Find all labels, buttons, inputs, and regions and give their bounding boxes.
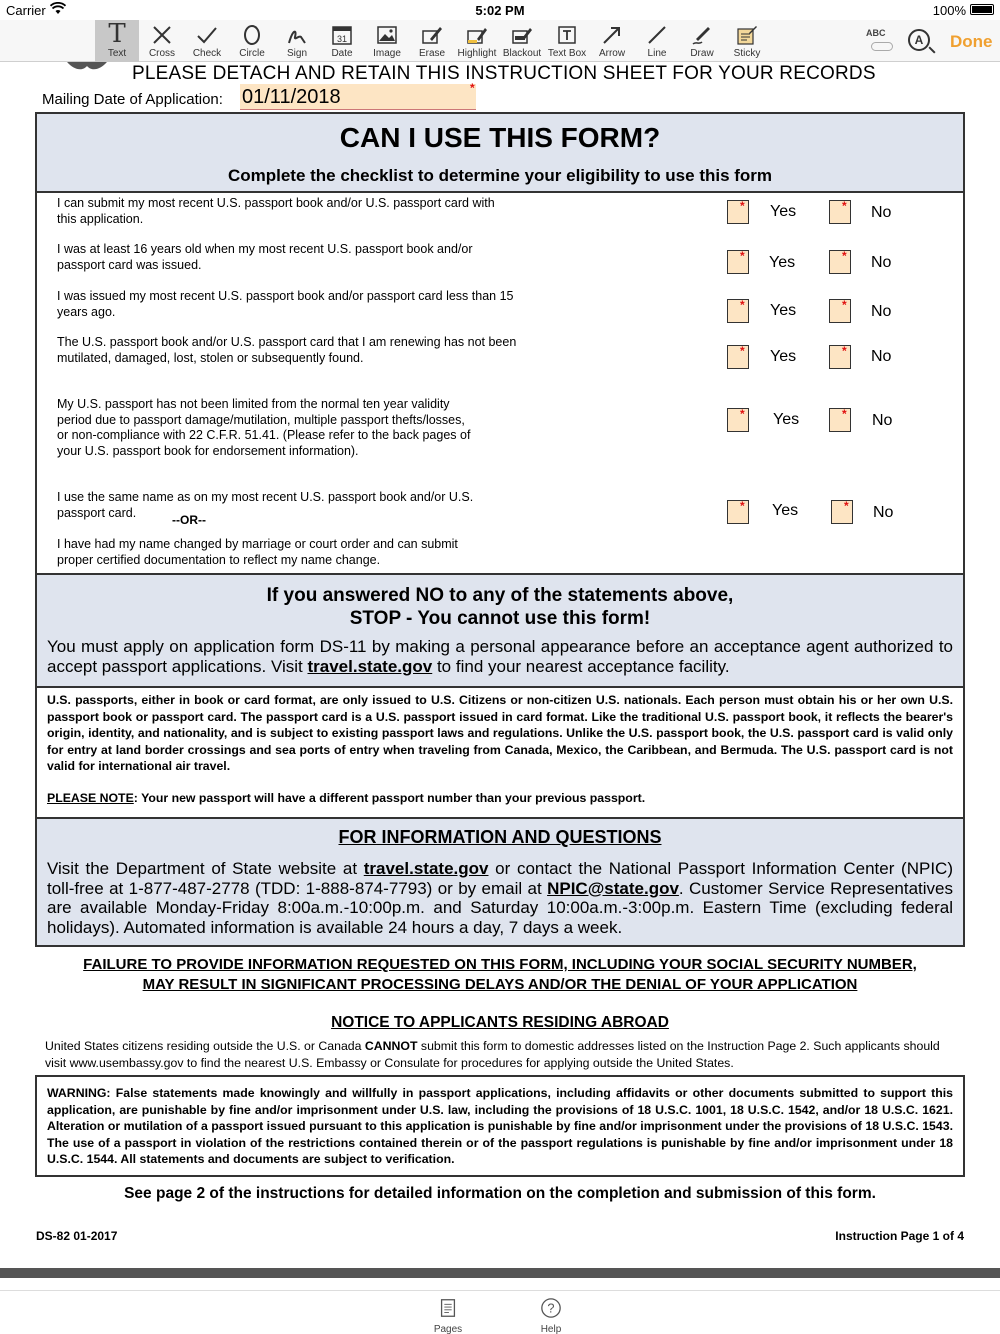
eligibility-subtitle: Complete the checklist to determine your eligibility to use this form xyxy=(227,166,773,185)
tool-check[interactable]: Check xyxy=(185,20,229,62)
svg-text:?: ? xyxy=(547,1300,555,1316)
sign-icon xyxy=(275,20,319,48)
no-checkbox[interactable]: * xyxy=(831,500,853,524)
bottom-tab-bar xyxy=(0,1290,1000,1334)
no-checkbox[interactable]: * xyxy=(829,345,851,369)
draw-icon xyxy=(680,20,724,48)
yes-checkbox[interactable]: * xyxy=(727,299,749,323)
tool-arrow[interactable]: Arrow xyxy=(590,20,634,62)
checklist-question: I was at least 16 years old when my most recent U.S. passport book and/or passport card was issued. xyxy=(57,242,473,272)
text-box-icon xyxy=(545,20,589,48)
or-separator: --OR-- xyxy=(172,513,206,527)
text-icon: T xyxy=(108,19,126,49)
checklist-question: I can submit my most recent U.S. passport book and/or U.S. passport card with this application. xyxy=(57,196,495,226)
yes-checkbox[interactable]: * xyxy=(727,500,749,524)
checklist-question: My U.S. passport has not been limited from the normal ten year validity period due to passport damage/mutilation, multiple passport thefts/losses, or non-compliance with 22 C.F.R. 51.41. (Please refer to the back pages of your U.S. passport book for endorsement information). xyxy=(57,397,471,458)
eligibility-box xyxy=(35,112,965,947)
mailing-date-field[interactable]: 01/11/2018 xyxy=(240,84,476,110)
yes-label: Yes xyxy=(770,302,797,319)
spellcheck-toggle[interactable] xyxy=(871,42,893,51)
check-icon xyxy=(185,20,229,48)
tool-text[interactable]: T Text xyxy=(95,20,139,62)
cross-icon xyxy=(140,20,184,48)
battery-icon xyxy=(970,4,994,15)
clock: 5:02 PM xyxy=(475,3,525,18)
document-page xyxy=(0,62,1000,1268)
yes-checkbox[interactable]: * xyxy=(727,408,749,432)
status-bar xyxy=(0,0,1000,20)
see-page-note: See page 2 of the instructions for detailed information on the completion and submission of this form. xyxy=(124,1185,876,1202)
info-questions-title: FOR INFORMATION AND QUESTIONS xyxy=(338,827,662,847)
tool-erase[interactable]: Erase xyxy=(410,20,454,62)
yes-checkbox[interactable]: * xyxy=(727,200,749,224)
no-label: No xyxy=(872,412,893,429)
tool-draw[interactable]: Draw xyxy=(680,20,724,62)
form-id: DS-82 01-2017 xyxy=(36,1229,118,1243)
yes-label: Yes xyxy=(772,502,799,519)
no-label: No xyxy=(873,504,894,521)
checklist-question: The U.S. passport book and/or U.S. passport card that I am renewing has not been mutilated, damaged, lost, stolen or subsequently found. xyxy=(57,335,517,365)
sticky-icon xyxy=(725,20,769,48)
no-checkbox[interactable]: * xyxy=(829,408,851,432)
mailing-date-label: Mailing Date of Application: xyxy=(42,91,223,108)
checklist-question: I have had my name changed by marriage or court order and can submit proper certified documentation to reflect my name change. xyxy=(57,537,458,567)
seal-icon xyxy=(62,62,112,74)
page-number: Instruction Page 1 of 4 xyxy=(835,1229,964,1243)
travel-state-link[interactable]: travel.state.gov xyxy=(363,859,489,878)
pages-tab[interactable]: Pages xyxy=(423,1297,473,1334)
required-marker: * xyxy=(470,81,475,95)
passport-info-text: U.S. passports, either in book or card format, are only issued to U.S. Citizens or non-citizen U.S. nationals. Each person must obtain his or her own U.S. passport book or passport card. The passport card is a U.S. passport issued in card format. Like the traditional U.S. passport book, it reflects the bearer's origin, identity, and nationality, and is subject to existing passport laws and regulations. Unlike the U.S. passport book, the U.S. passport card is valid only for entry at land border crossings and sea ports of entry when traveling from Canada, Mexico, the Caribbean, and Bermuda. The U.S. passport card is not valid for international air travel. xyxy=(47,693,953,773)
help-tab[interactable]: ? Help xyxy=(526,1297,576,1334)
help-icon xyxy=(540,1297,562,1319)
stop-text: You must apply on application form DS-11 by making a personal appearance before an acceptance agent authorized to accept passport applications. Visit travel.state.gov to find your nearest acceptance facility. xyxy=(47,637,953,676)
pages-icon xyxy=(437,1297,459,1319)
checklist-question: I use the same name as on my most recent U.S. passport book and/or U.S. passport card. xyxy=(57,490,474,520)
blackout-icon xyxy=(500,20,544,48)
yes-label: Yes xyxy=(769,254,796,271)
detach-notice: PLEASE DETACH AND RETAIN THIS INSTRUCTION SHEET FOR YOUR RECORDS xyxy=(132,63,876,84)
date-icon xyxy=(320,20,364,48)
no-checkbox[interactable]: * xyxy=(829,299,851,323)
tool-circle[interactable]: Circle xyxy=(230,20,274,62)
tool-date[interactable]: 31 Date xyxy=(320,20,364,62)
no-label: No xyxy=(871,204,892,221)
yes-label: Yes xyxy=(770,203,797,220)
info-questions-text: Visit the Department of State website at travel.state.gov or contact the National Passport Information Center (NPIC) toll-free at 1-877-487-2778 (TDD: 1-888-874-7793) or by email at NPIC@state.gov. Customer Service Representatives are available Monday-Friday 8:00a.m.-10:00p.m. and Saturday 10:00a.m.-3:00p.m. Eastern Time (excluding federal holidays). Automated information is available 24 hours a day, 7 days a week. xyxy=(47,859,953,937)
notice-abroad-text: United States citizens residing outside the U.S. or Canada CANNOT submit this form to domestic addresses listed on the Instruction Page 2. Such applicants should visit www.usembassy.gov to find the nearest U.S. Embassy or Consulate for procedures for applying outside the United States. xyxy=(45,1039,940,1070)
tool-highlight[interactable]: Highlight xyxy=(455,20,499,62)
carrier-label: Carrier xyxy=(6,3,46,18)
stop-heading-line1: If you answered NO to any of the statements above, xyxy=(266,585,734,606)
svg-text:31: 31 xyxy=(336,34,348,44)
checklist-question: I was issued my most recent U.S. passport book and/or passport card less than 15 years ago. xyxy=(57,289,514,319)
please-note-text: PLEASE NOTE: Your new passport will have a different passport number than your previous passport. xyxy=(47,791,646,805)
line-icon xyxy=(635,20,679,48)
annotation-toolbar xyxy=(0,20,1000,62)
no-label: No xyxy=(871,303,892,320)
tool-sticky[interactable]: Sticky xyxy=(725,20,769,62)
page-divider xyxy=(0,1268,1000,1278)
tool-cross[interactable]: Cross xyxy=(140,20,184,62)
tool-text-box[interactable]: Text Box xyxy=(545,20,589,62)
eligibility-title: CAN I USE THIS FORM? xyxy=(339,122,661,153)
no-label: No xyxy=(871,348,892,365)
info-questions-section xyxy=(37,817,963,945)
stop-heading-line2: STOP - You cannot use this form! xyxy=(349,608,651,629)
npic-email-link[interactable]: NPIC@state.gov xyxy=(547,878,679,898)
no-checkbox[interactable]: * xyxy=(829,250,851,274)
tool-image[interactable]: Image xyxy=(365,20,409,62)
stop-notice xyxy=(37,573,963,688)
no-checkbox[interactable]: * xyxy=(829,200,851,224)
notice-abroad-title: NOTICE TO APPLICANTS RESIDING ABROAD xyxy=(331,1014,669,1031)
tool-blackout[interactable]: Blackout xyxy=(500,20,544,62)
tool-sign[interactable]: Sign xyxy=(275,20,319,62)
arrow-icon xyxy=(590,20,634,48)
spellcheck-label: ABC xyxy=(866,28,886,38)
no-label: No xyxy=(871,254,892,271)
travel-state-link[interactable]: travel.state.gov xyxy=(307,657,433,676)
circle-icon xyxy=(230,20,274,48)
search-text-icon[interactable]: A xyxy=(908,29,930,51)
yes-checkbox[interactable]: * xyxy=(727,345,749,369)
warning-box xyxy=(35,1075,965,1177)
yes-label: Yes xyxy=(770,348,797,365)
battery-percent: 100% xyxy=(932,3,966,18)
done-button[interactable]: Done xyxy=(950,32,993,51)
eligibility-header xyxy=(37,114,963,193)
failure-warning: FAILURE TO PROVIDE INFORMATION REQUESTED ON THIS FORM, INCLUDING YOUR SOCIAL SECURITY NUMBER, MAY RESULT IN SIGNIFICANT PROCESSING DELAYS AND/OR THE DENIAL OF YOUR APPLICATION xyxy=(83,956,917,993)
highlight-icon xyxy=(455,20,499,48)
yes-label: Yes xyxy=(773,411,800,428)
yes-checkbox[interactable]: * xyxy=(727,250,749,274)
warning-text: WARNING: False statements made knowingly and willfully in passport applications, including affidavits or other documents submitted to support this application, are punishable by fine and/or imprisonment under U.S. law, including the provisions of 18 U.S.C. 1001, 18 U.S.C. 1542, and/or 18 U.S.C. 1621. Alteration or mutilation of a passport issued pursuant to this application is punishable by fine and/or imprisonment under the provisions of 18 U.S.C. 1543. The use of a passport in violation of the restrictions contained therein or of the passport regulations is punishable by fine and/or imprisonment under 18 U.S.C. 1544. All statements and documents are subject to verification. xyxy=(47,1086,953,1166)
image-icon xyxy=(365,20,409,48)
tool-line[interactable]: Line xyxy=(635,20,679,62)
erase-icon xyxy=(410,20,454,48)
